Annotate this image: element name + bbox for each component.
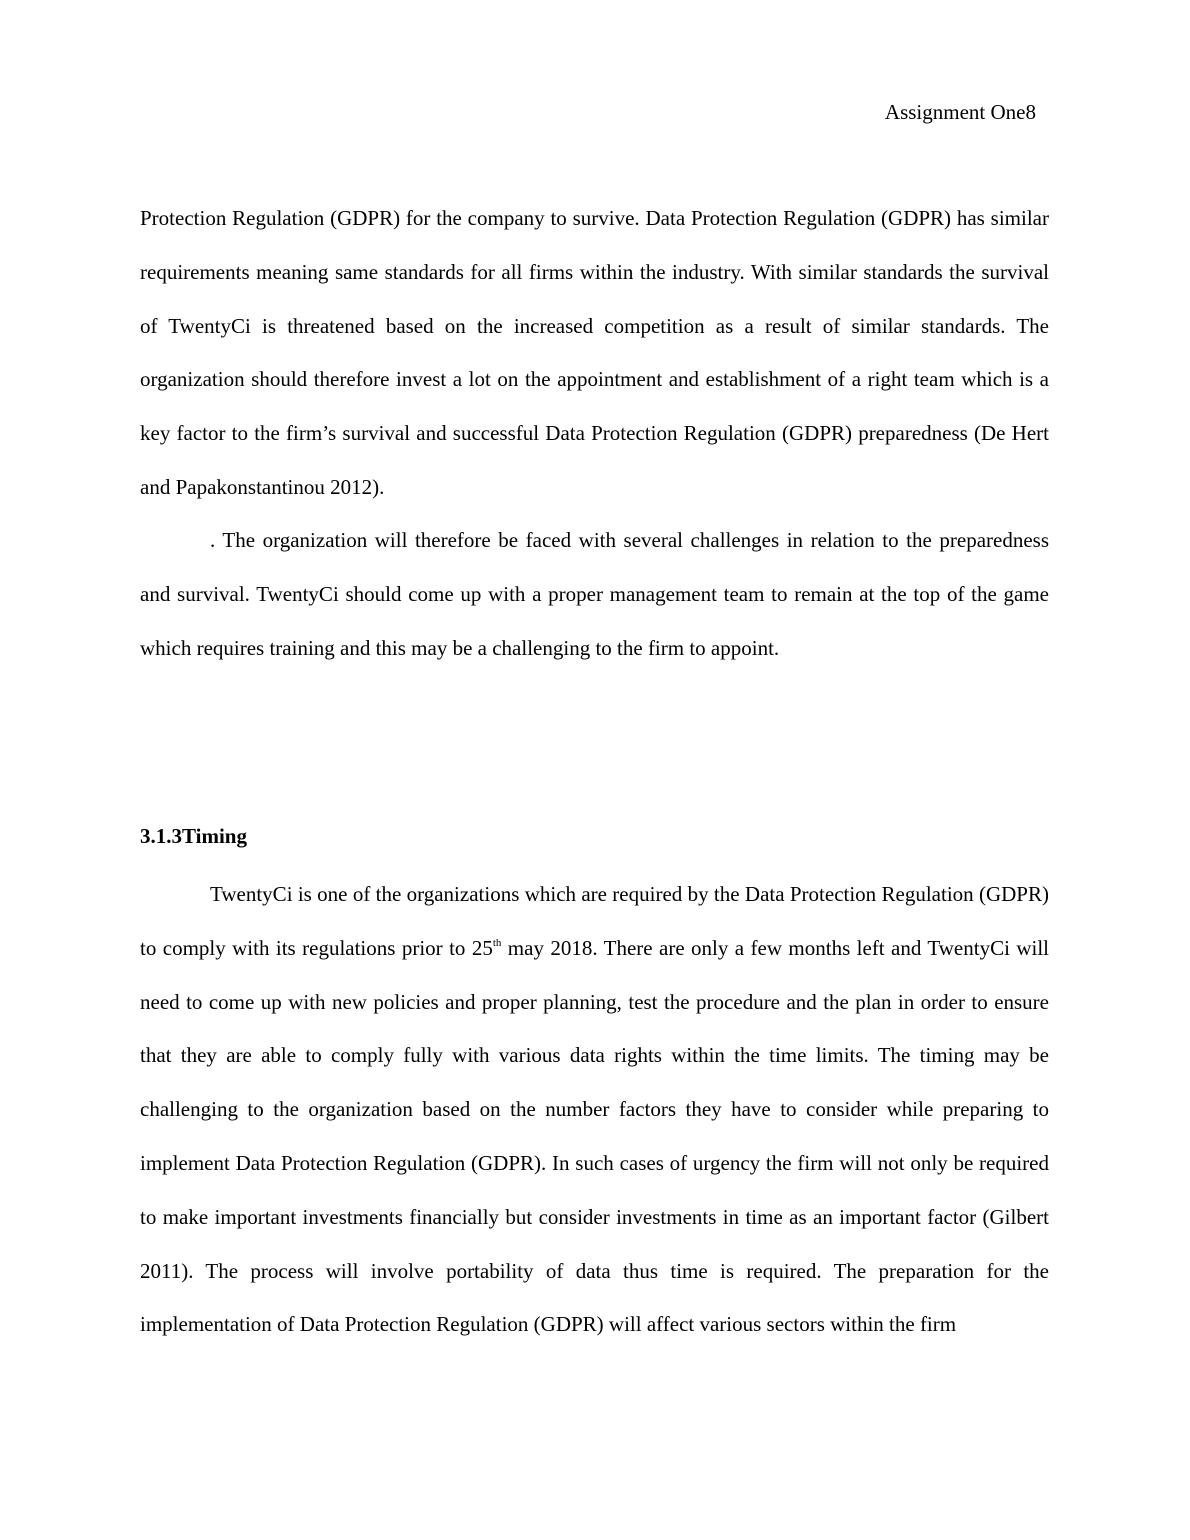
page-number: 8 <box>1025 100 1036 124</box>
ordinal-superscript: th <box>492 936 502 949</box>
header-title: Assignment One <box>884 100 1026 124</box>
paragraph-challenges: . The organization will therefore be faced with several challenges in relation to the preparedness and survival. TwentyCi should come up with a proper management team to remain at the top of the game which requires training and this may be a challenging to the firm to appoint. <box>140 528 1049 660</box>
section-title: Timing <box>182 824 247 848</box>
timing-text-start: TwentyCi is one of the organizations which are required by the Data Protection Regulation (GDPR) to comply with its regulations prior to 25 <box>140 882 1049 960</box>
body-block-3 <box>140 868 1049 1352</box>
timing-text-rest: may 2018. There are only a few months left and TwentyCi will need to come up with new policies and proper planning, test the procedure and the plan in order to ensure that they are able to comply fully with various data rights within the time limits. The timing may be challenging to the organization based on the number factors they have to consider while preparing to implement Data Protection Regulation (GDPR). In such cases of urgency the firm will not only be required to make important investments financially but consider investments in time as an important factor (Gilbert 2011). The process will involve portability of data thus time is required. The preparation for the implementation of Data Protection Regulation (GDPR) will affect various sectors within the firm <box>140 935 1050 1337</box>
section-heading <box>140 820 247 852</box>
section-number: 3.1.3 <box>140 824 182 848</box>
body-block-2 <box>140 514 1049 675</box>
paragraph-gdpr-survival: Protection Regulation (GDPR) for the company to survive. Data Protection Regulation (GDPR) has similar requirements meaning same standards for all firms within the industry. With similar standards the survival of TwentyCi is threatened based on the increased competition as a result of similar standards. The organization should therefore invest a lot on the appointment and establishment of a right team which is a key factor to the firm’s survival and successful Data Protection Regulation (GDPR) preparedness (De Hert and Papakonstantinou 2012). <box>140 206 1049 499</box>
running-header <box>885 98 1036 126</box>
paragraph-timing <box>140 868 1049 1352</box>
body-block-1 <box>140 192 1049 515</box>
